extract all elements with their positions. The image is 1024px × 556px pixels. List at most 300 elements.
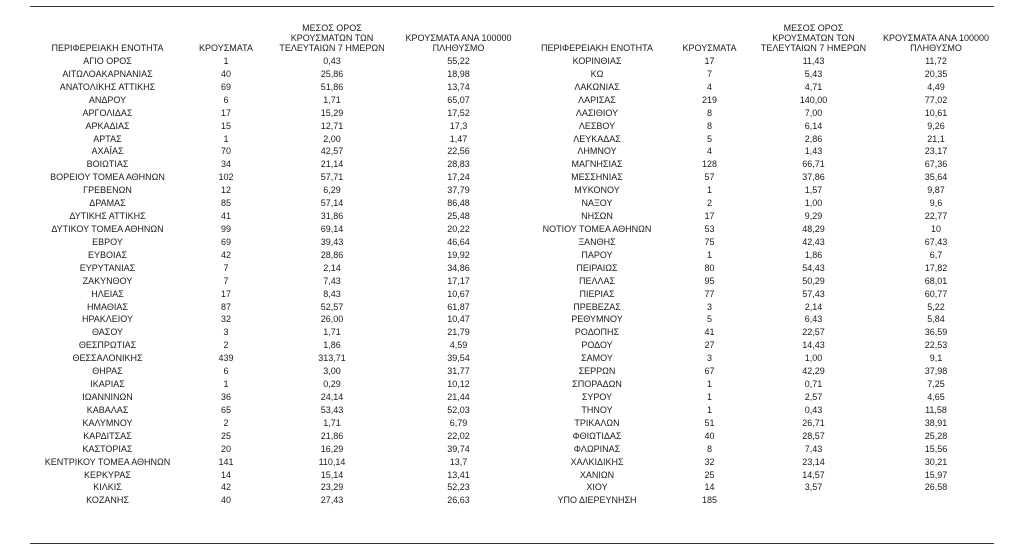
cell-per100k: 37,98 xyxy=(924,366,948,377)
table-left-half xyxy=(30,8,520,507)
cell-cases: 27 xyxy=(704,340,715,351)
cell-per100k: 22,56 xyxy=(447,146,470,157)
cell-avg7: 1,00 xyxy=(804,353,823,364)
cell-cases: 17 xyxy=(704,211,715,222)
cell-cases: 17 xyxy=(220,107,231,118)
cell-avg7: 1,43 xyxy=(804,146,823,157)
cell-cases: 1 xyxy=(223,379,229,390)
cell-region: ΑΡΓΟΛΙΔΑΣ xyxy=(82,107,133,118)
cell-per100k: 17,17 xyxy=(447,275,470,286)
cell-avg7: 1,00 xyxy=(804,198,823,209)
cell-per100k: 68,01 xyxy=(924,275,948,286)
cell-avg7: 1,57 xyxy=(804,185,823,196)
table-row xyxy=(30,494,520,507)
cell-region: ΗΜΑΘΙΑΣ xyxy=(87,301,128,312)
cell-cases: 6 xyxy=(223,94,229,105)
cell-avg7: 15,29 xyxy=(320,107,344,118)
cell-cases: 20 xyxy=(220,443,231,454)
table-row xyxy=(30,171,520,184)
table-row xyxy=(30,430,520,443)
cell-cases: 185 xyxy=(701,495,718,506)
cell-per100k: 9,87 xyxy=(927,185,945,196)
cell-per100k: 15,56 xyxy=(924,443,948,454)
cell-cases: 57 xyxy=(704,172,715,183)
cell-cases: 2 xyxy=(706,198,712,209)
cell-cases: 8 xyxy=(706,107,712,118)
cell-per100k: 23,17 xyxy=(924,146,948,157)
cell-cases: 1 xyxy=(706,185,712,196)
cell-cases: 1 xyxy=(706,379,712,390)
cell-region: ΚΑΡΔΙΤΣΑΣ xyxy=(83,430,132,441)
cell-avg7: 31,86 xyxy=(320,211,344,222)
cell-avg7: 15,14 xyxy=(320,469,344,480)
table-row xyxy=(30,120,520,133)
cell-avg7: 23,29 xyxy=(320,482,344,493)
cell-per100k: 67,36 xyxy=(924,159,948,170)
cell-region: ΑΓΙΟ ΟΡΟΣ xyxy=(83,56,132,66)
cell-per100k: 17,52 xyxy=(447,107,470,118)
table-row xyxy=(527,494,997,507)
cell-avg7: 28,86 xyxy=(320,249,344,260)
cell-avg7: 23,14 xyxy=(802,456,825,467)
cell-region: ΛΑΚΩΝΙΑΣ xyxy=(574,81,620,92)
cell-avg7: 21,14 xyxy=(320,159,344,170)
cell-cases: 5 xyxy=(706,133,712,144)
cell-cases: 32 xyxy=(704,456,715,467)
cell-per100k: 36,59 xyxy=(924,327,948,338)
cell-cases: 439 xyxy=(218,353,234,364)
cell-per100k: 61,87 xyxy=(447,301,470,312)
cell-region: ΔΥΤΙΚΗΣ ΑΤΤΙΚΗΣ xyxy=(69,211,146,222)
table-row xyxy=(527,301,997,314)
cell-cases: 41 xyxy=(704,327,715,338)
cell-cases: 67 xyxy=(704,366,715,377)
table-row xyxy=(527,171,997,184)
cell-avg7: 26,71 xyxy=(802,417,825,428)
cell-cases: 8 xyxy=(706,120,712,131)
cell-per100k: 17,24 xyxy=(447,172,470,183)
cell-avg7: 7,43 xyxy=(323,275,341,286)
cell-per100k: 55,22 xyxy=(447,56,470,66)
cell-per100k: 30,21 xyxy=(924,456,948,467)
cell-cases: 1 xyxy=(706,404,712,415)
cell-avg7: 37,86 xyxy=(802,172,825,183)
table-row xyxy=(527,236,997,249)
cell-region: ΑΝΑΤΟΛΙΚΗΣ ΑΤΤΙΚΗΣ xyxy=(59,81,156,92)
table-row xyxy=(30,456,520,469)
header-per100k: ΚΡΟΥΣΜΑΤΑ ΑΝΑ 100000 ΠΛΗΘΥΣΜΟ xyxy=(883,33,989,53)
cell-region: ΚΕΡΚΥΡΑΣ xyxy=(84,469,131,480)
cell-cases: 99 xyxy=(220,223,231,234)
cell-cases: 12 xyxy=(220,185,231,196)
cell-cases: 42 xyxy=(220,249,231,260)
cell-per100k: 17,3 xyxy=(449,120,468,131)
cell-region: ΖΑΚΥΝΘΟΥ xyxy=(82,275,133,286)
cell-avg7: 6,14 xyxy=(804,120,823,131)
cell-region: ΦΛΩΡΙΝΑΣ xyxy=(573,443,621,454)
table-row xyxy=(527,197,997,210)
cell-per100k: 1,47 xyxy=(449,133,468,144)
header-region: ΠΕΡΙΦΕΡΕΙΑΚΗ ΕΝΟΤΗΤΑ xyxy=(540,43,654,53)
cell-region: ΕΥΡΥΤΑΝΙΑΣ xyxy=(79,262,136,273)
cell-per100k: 9,26 xyxy=(927,120,945,131)
cell-region: ΤΡΙΚΑΛΩΝ xyxy=(574,417,620,428)
cell-region: ΘΕΣΣΑΛΟΝΙΚΗΣ xyxy=(72,353,143,364)
cell-avg7: 25,86 xyxy=(320,68,344,79)
header-cases: ΚΡΟΥΣΜΑΤΑ xyxy=(199,43,253,53)
cell-region: ΑΝΔΡΟΥ xyxy=(88,94,127,105)
table-row xyxy=(30,262,520,275)
cell-cases: 2 xyxy=(223,417,229,428)
cell-per100k: 39,54 xyxy=(447,353,470,364)
cell-cases: 40 xyxy=(220,495,231,506)
cell-per100k: 13,7 xyxy=(449,456,468,467)
table-row xyxy=(527,68,997,81)
cell-region: ΥΠΟ ΔΙΕΡΕΥΝΗΣΗ xyxy=(557,495,637,506)
cell-region: ΡΟΔΟΠΗΣ xyxy=(574,327,620,338)
cell-avg7: 39,43 xyxy=(320,236,344,247)
table-row xyxy=(527,262,997,275)
cell-region: ΚΟΡΙΝΘΙΑΣ xyxy=(572,56,622,66)
cell-avg7: 0,43 xyxy=(323,56,341,66)
cell-avg7: 2,00 xyxy=(323,133,341,144)
cell-cases: 15 xyxy=(220,120,231,131)
cell-avg7: 57,43 xyxy=(802,288,825,299)
cell-avg7: 8,43 xyxy=(323,288,341,299)
cell-avg7: 313,71 xyxy=(318,353,346,364)
table-right-half xyxy=(527,8,997,507)
table-row xyxy=(527,249,997,262)
table-row xyxy=(30,158,520,171)
cell-region: ΒΟΡΕΙΟΥ ΤΟΜΕΑ ΑΘΗΝΩΝ xyxy=(50,172,165,183)
cell-cases: 7 xyxy=(706,68,712,79)
cell-region: ΙΚΑΡΙΑΣ xyxy=(90,379,125,390)
cell-cases: 6 xyxy=(223,366,229,377)
table-row xyxy=(30,184,520,197)
table-row xyxy=(30,404,520,417)
cell-avg7: 42,43 xyxy=(802,236,825,247)
cell-per100k: 4,65 xyxy=(927,391,945,402)
table-row xyxy=(527,404,997,417)
cell-cases: 25 xyxy=(220,430,231,441)
cell-region: ΝΑΞΟΥ xyxy=(581,198,613,209)
cell-region: ΕΥΒΟΙΑΣ xyxy=(87,249,128,260)
cell-region: ΛΗΜΝΟΥ xyxy=(577,146,617,157)
cell-region: ΧΙΟΥ xyxy=(586,482,608,493)
cell-region: ΑΧΑΪΑΣ xyxy=(91,146,124,157)
cell-cases: 14 xyxy=(704,482,715,493)
table-row xyxy=(30,469,520,482)
cell-per100k: 26,63 xyxy=(447,495,470,506)
cell-per100k: 39,74 xyxy=(447,443,470,454)
table-row xyxy=(30,94,520,107)
table-row xyxy=(30,223,520,236)
cell-cases: 8 xyxy=(706,443,712,454)
cell-cases: 65 xyxy=(220,404,231,415)
cell-avg7: 48,29 xyxy=(802,223,825,234)
cell-avg7: 28,57 xyxy=(802,430,825,441)
cell-per100k: 22,77 xyxy=(924,211,948,222)
cell-cases: 70 xyxy=(220,146,231,157)
cell-cases: 1 xyxy=(706,391,712,402)
cell-cases: 4 xyxy=(706,81,712,92)
cell-per100k: 65,07 xyxy=(447,94,470,105)
cell-region: ΧΑΝΙΩΝ xyxy=(579,469,615,480)
cell-per100k: 21,79 xyxy=(447,327,470,338)
cell-avg7: 0,43 xyxy=(804,404,823,415)
cell-per100k: 21,1 xyxy=(927,133,945,144)
cell-per100k: 37,79 xyxy=(447,185,470,196)
cell-cases: 32 xyxy=(220,314,231,325)
cell-cases: 17 xyxy=(704,56,715,66)
cell-avg7: 42,57 xyxy=(320,146,344,157)
cell-per100k: 17,82 xyxy=(924,262,948,273)
table-row xyxy=(30,288,520,301)
table-row xyxy=(527,288,997,301)
cell-avg7: 110,14 xyxy=(318,456,346,467)
cell-region: ΣΠΟΡΑΔΩΝ xyxy=(572,379,622,390)
table-row xyxy=(30,197,520,210)
cell-avg7: 1,86 xyxy=(804,249,823,260)
table-row xyxy=(527,443,997,456)
table-row xyxy=(527,481,997,494)
cell-avg7: 66,71 xyxy=(802,159,825,170)
cell-region: ΜΑΓΝΗΣΙΑΣ xyxy=(571,159,623,170)
cell-cases: 85 xyxy=(220,198,231,209)
cell-cases: 40 xyxy=(704,430,715,441)
table-row xyxy=(527,378,997,391)
cell-region: ΣΑΜΟΥ xyxy=(581,353,613,364)
cell-cases: 4 xyxy=(706,146,712,157)
table-row xyxy=(30,145,520,158)
cell-region: ΛΕΥΚΑΔΑΣ xyxy=(573,133,621,144)
header-per100k: ΚΡΟΥΣΜΑΤΑ ΑΝΑ 100000 ΠΛΗΘΥΣΜΟ xyxy=(405,33,512,53)
cell-region: ΔΥΤΙΚΟΥ ΤΟΜΕΑ ΑΘΗΝΩΝ xyxy=(51,223,164,234)
cell-avg7: 1,71 xyxy=(323,417,341,428)
cell-region: ΣΕΡΡΩΝ xyxy=(578,366,616,377)
cell-region: ΗΛΕΙΑΣ xyxy=(91,288,124,299)
cell-cases: 95 xyxy=(704,275,715,286)
table-row xyxy=(527,94,997,107)
cell-cases: 42 xyxy=(220,482,231,493)
table-row xyxy=(527,158,997,171)
cell-per100k: 13,74 xyxy=(447,81,470,92)
cell-per100k: 18,98 xyxy=(447,68,470,79)
table-row xyxy=(30,107,520,120)
cell-cases: 69 xyxy=(220,236,231,247)
cell-region: ΛΑΡΙΣΑΣ xyxy=(578,94,616,105)
cell-avg7: 2,86 xyxy=(804,133,823,144)
cell-avg7: 12,71 xyxy=(320,120,344,131)
cell-avg7: 24,14 xyxy=(320,391,344,402)
cell-avg7: 57,71 xyxy=(320,172,344,183)
cell-avg7: 2,14 xyxy=(804,301,823,312)
table-row xyxy=(30,301,520,314)
table-row xyxy=(30,378,520,391)
cell-region: ΚΩ xyxy=(590,68,604,79)
cell-per100k: 4,59 xyxy=(449,340,468,351)
cell-per100k: 11,58 xyxy=(925,404,947,415)
cell-region: ΛΕΣΒΟΥ xyxy=(578,120,616,131)
cell-region: ΣΥΡΟΥ xyxy=(581,391,613,402)
cell-avg7: 1,71 xyxy=(323,327,341,338)
cell-region: ΡΟΔΟΥ xyxy=(581,340,613,351)
cell-per100k: 31,77 xyxy=(447,366,470,377)
cell-per100k: 4,49 xyxy=(927,81,945,92)
cell-cases: 77 xyxy=(704,288,715,299)
cell-region: ΜΥΚΟΝΟΥ xyxy=(574,185,620,196)
cell-cases: 87 xyxy=(220,301,231,312)
cell-per100k: 6,79 xyxy=(449,417,468,428)
table-row xyxy=(527,120,997,133)
cell-cases: 219 xyxy=(701,94,718,105)
table-row xyxy=(30,68,520,81)
cell-avg7: 53,43 xyxy=(320,404,344,415)
table-row xyxy=(30,81,520,94)
cell-cases: 69 xyxy=(220,81,231,92)
cell-region: ΚΕΝΤΡΙΚΟΥ ΤΟΜΕΑ ΑΘΗΝΩΝ xyxy=(44,456,171,467)
cell-per100k: 21,44 xyxy=(447,391,470,402)
cell-region: ΗΡΑΚΛΕΙΟΥ xyxy=(81,314,134,325)
cell-avg7: 51,86 xyxy=(320,81,344,92)
cell-avg7: 22,57 xyxy=(802,327,825,338)
table-row xyxy=(527,210,997,223)
cell-cases: 3 xyxy=(706,301,712,312)
cell-avg7: 69,14 xyxy=(320,223,344,234)
cell-per100k: 26,58 xyxy=(924,482,948,493)
cell-per100k: 19,92 xyxy=(447,249,470,260)
cell-per100k: 86,48 xyxy=(447,198,470,209)
cell-avg7: 3,57 xyxy=(804,482,823,493)
table-row xyxy=(30,481,520,494)
cell-per100k: 22,53 xyxy=(924,340,948,351)
cell-avg7: 57,14 xyxy=(320,198,344,209)
cell-cases: 25 xyxy=(704,469,715,480)
table-row xyxy=(527,352,997,365)
table-body-left xyxy=(30,55,520,507)
cell-per100k xyxy=(875,494,997,507)
cell-avg7 xyxy=(752,494,875,507)
table-row xyxy=(30,339,520,352)
table-row xyxy=(30,391,520,404)
cell-region: ΜΕΣΣΗΝΙΑΣ xyxy=(571,172,623,183)
cell-region: ΤΗΝΟΥ xyxy=(581,404,613,415)
cell-avg7: 54,43 xyxy=(802,262,825,273)
cell-region: ΠΕΛΛΑΣ xyxy=(578,275,616,286)
cell-cases: 1 xyxy=(706,249,712,260)
cell-per100k: 67,43 xyxy=(924,236,948,247)
cell-cases: 17 xyxy=(220,288,231,299)
header-region: ΠΕΡΙΦΕΡΕΙΑΚΗ ΕΝΟΤΗΤΑ xyxy=(51,43,164,53)
cell-region: ΘΕΣΠΡΩΤΙΑΣ xyxy=(78,340,137,351)
cell-region: ΠΡΕΒΕΖΑΣ xyxy=(573,301,621,312)
cell-avg7: 3,00 xyxy=(323,366,341,377)
cell-cases: 7 xyxy=(223,262,229,273)
cell-avg7: 26,00 xyxy=(320,314,344,325)
cell-region: ΘΗΡΑΣ xyxy=(92,366,123,377)
cell-cases: 141 xyxy=(218,456,234,467)
table-row xyxy=(30,249,520,262)
cell-per100k: 10,67 xyxy=(447,288,470,299)
cell-avg7: 7,00 xyxy=(804,107,823,118)
table-row xyxy=(527,391,997,404)
cell-avg7: 21,86 xyxy=(320,430,344,441)
cell-cases: 36 xyxy=(220,391,231,402)
table-row xyxy=(30,55,520,68)
cell-cases: 2 xyxy=(223,340,229,351)
table-row xyxy=(30,365,520,378)
table-row xyxy=(30,313,520,326)
cell-avg7: 14,57 xyxy=(802,469,825,480)
cell-avg7: 52,57 xyxy=(320,301,344,312)
cell-avg7: 14,43 xyxy=(802,340,825,351)
cell-avg7: 140,00 xyxy=(799,94,828,105)
top-rule xyxy=(30,6,994,7)
table-row xyxy=(527,365,997,378)
cell-region: ΔΡΑΜΑΣ xyxy=(89,198,126,209)
table-header-left xyxy=(30,8,520,55)
cell-region: ΝΟΤΙΟΥ ΤΟΜΕΑ ΑΘΗΝΩΝ xyxy=(542,223,652,234)
cell-per100k: 10 xyxy=(930,223,941,234)
cell-avg7: 11,43 xyxy=(802,56,825,66)
cell-cases: 1 xyxy=(223,56,229,66)
cell-avg7: 50,29 xyxy=(802,275,825,286)
cell-per100k: 10,61 xyxy=(924,107,948,118)
cell-per100k: 13,41 xyxy=(447,469,470,480)
header-avg7: ΜΕΣΟΣ ΟΡΟΣ ΚΡΟΥΣΜΑΤΩΝ ΤΩΝ ΤΕΛΕΥΤΑΙΩΝ 7 ΗΜΕΡΩΝ xyxy=(760,23,867,53)
table-row xyxy=(30,443,520,456)
cell-cases: 34 xyxy=(220,159,231,170)
cell-avg7: 7,43 xyxy=(804,443,823,454)
cell-region: ΘΑΣΟΥ xyxy=(91,327,124,338)
cell-cases: 5 xyxy=(706,314,712,325)
table-row xyxy=(527,339,997,352)
table-row xyxy=(527,313,997,326)
table-row xyxy=(527,430,997,443)
table-row xyxy=(527,81,997,94)
cell-cases: 3 xyxy=(223,327,229,338)
cell-avg7: 5,43 xyxy=(804,68,823,79)
cell-per100k: 25,28 xyxy=(924,430,948,441)
cell-avg7: 6,29 xyxy=(323,185,341,196)
cell-region: ΚΑΛΥΜΝΟΥ xyxy=(82,417,133,428)
table-row xyxy=(527,55,997,68)
table-row xyxy=(30,352,520,365)
table-row xyxy=(527,133,997,146)
table-row xyxy=(30,236,520,249)
cell-per100k: 60,77 xyxy=(924,288,948,299)
table-header-right xyxy=(527,8,997,55)
cell-per100k: 34,86 xyxy=(447,262,470,273)
cell-cases: 80 xyxy=(704,262,715,273)
cell-cases: 3 xyxy=(706,353,712,364)
cell-per100k: 5,84 xyxy=(927,314,945,325)
cell-per100k: 20,22 xyxy=(447,223,470,234)
cell-region: ΛΑΣΙΘΙΟΥ xyxy=(575,107,619,118)
cell-region: ΚΑΣΤΟΡΙΑΣ xyxy=(82,443,133,454)
cell-region: ΞΑΝΘΗΣ xyxy=(578,236,616,247)
table-row xyxy=(527,184,997,197)
cell-cases: 102 xyxy=(218,172,234,183)
cell-region: ΑΡΚΑΔΙΑΣ xyxy=(85,120,130,131)
cell-per100k: 38,91 xyxy=(924,417,948,428)
cell-region: ΒΟΙΩΤΙΑΣ xyxy=(86,159,129,170)
cell-avg7: 27,43 xyxy=(320,495,344,506)
cell-avg7: 0,29 xyxy=(323,379,341,390)
cell-per100k: 25,48 xyxy=(447,211,470,222)
table-row xyxy=(30,417,520,430)
table-row xyxy=(527,456,997,469)
